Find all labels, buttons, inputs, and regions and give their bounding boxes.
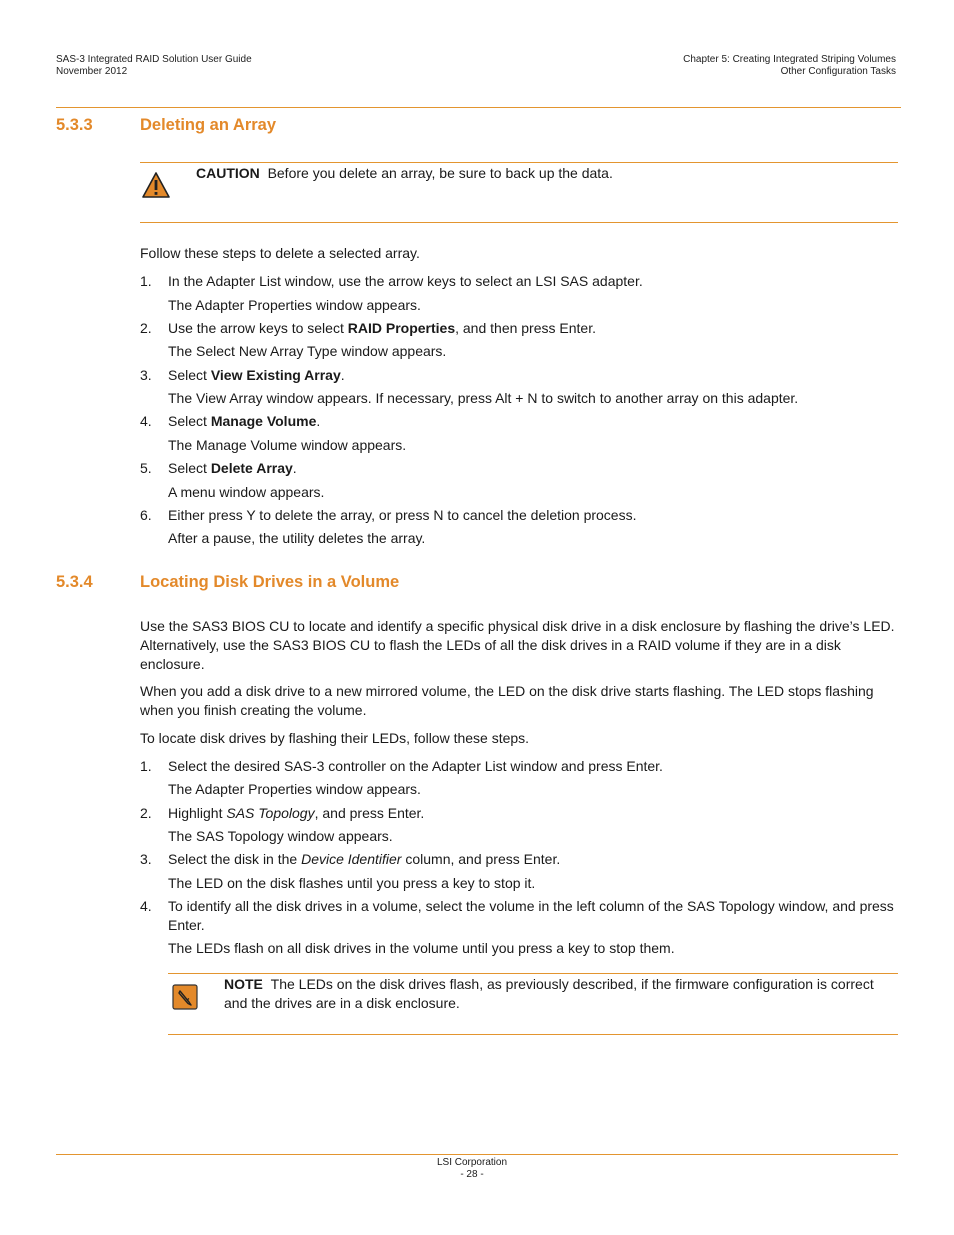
section-number: 5.3.3 [56, 116, 93, 134]
step-text [168, 319, 896, 338]
step-text-part: Use the arrow keys to select [168, 320, 348, 336]
doc-date: November 2012 [56, 66, 128, 77]
body-paragraph: To locate disk drives by flashing their LEDs, follow these steps. [140, 730, 530, 746]
ui-term: RAID Properties [347, 320, 456, 336]
step-text [168, 272, 896, 291]
section-heading: Deleting an Array [140, 116, 277, 134]
step-text [168, 506, 896, 525]
step-number: 1. [140, 758, 152, 774]
step-text-part: . [316, 413, 321, 429]
step-text [168, 897, 896, 935]
caution-text: Before you delete an array, be sure to back up the data. [267, 165, 613, 181]
note-label: NOTE [224, 976, 263, 992]
step-result: After a pause, the utility deletes the array. [168, 530, 426, 546]
caution-label: CAUTION [196, 165, 260, 181]
step-result: The LEDs flash on all disk drives in the volume until you press a key to stop them. [168, 940, 675, 956]
step-result: The LED on the disk flashes until you press a key to stop it. [168, 875, 536, 891]
step-text-part: column, and press Enter. [401, 851, 561, 867]
step-number: 2. [140, 805, 152, 821]
step-text-part: Select the desired SAS-3 controller on the Adapter List window and press Enter. [168, 758, 663, 774]
caution-warning-icon [141, 171, 171, 199]
step-text-part: Select the disk in the [168, 851, 302, 867]
step-text [168, 804, 896, 823]
note-message [224, 975, 896, 1013]
step-text [168, 757, 896, 776]
footer-page-number: - 28 - [460, 1169, 484, 1180]
step-result: A menu window appears. [168, 484, 325, 500]
step-number: 4. [140, 413, 152, 429]
body-paragraph: When you add a disk drive to a new mirrored volume, the LED on the disk drive starts flashing. The LED stops flashing when you finish creating the volume. [140, 683, 874, 718]
step-result: The Adapter Properties window appears. [168, 781, 421, 797]
section-number: 5.3.4 [56, 573, 93, 591]
step-number: 4. [140, 898, 152, 914]
step-text-part: . [340, 367, 345, 383]
step-text-part: Select [168, 460, 211, 476]
step-text-part: Highlight [168, 805, 227, 821]
running-header-right [683, 54, 896, 78]
running-header-left [56, 54, 252, 78]
step-text-part: Select [168, 413, 211, 429]
step-text-part: Either press Y to delete the array, or press N to cancel the deletion process. [168, 507, 637, 523]
step-result: The Select New Array Type window appears. [168, 343, 447, 359]
note-top-rule [168, 973, 898, 974]
step-result: The View Array window appears. If necessary, press Alt + N to switch to another array on this adapter. [168, 390, 799, 406]
step-number: 5. [140, 460, 152, 476]
note-pencil-icon [172, 984, 198, 1010]
step-result: The SAS Topology window appears. [168, 828, 393, 844]
ui-term: Manage Volume [210, 413, 317, 429]
section-title: Other Configuration Tasks [780, 66, 896, 77]
header-rule [56, 107, 901, 108]
step-text-part: . [292, 460, 297, 476]
caution-bottom-rule [140, 222, 898, 223]
body-paragraph: Use the SAS3 BIOS CU to locate and identify a specific physical disk drive in a disk enclosure by flashing the drive’s LED. Alternatively, use the SAS3 BIOS CU to flash the LEDs of all the disk drives in a RAID volume if they are in a disk enclosure. [140, 618, 895, 672]
intro-paragraph: Follow these steps to delete a selected array. [140, 245, 420, 261]
step-text-part: Select [168, 367, 211, 383]
step-text-part: To identify all the disk drives in a volume, select the volume in the left column of the SAS Topology window, and press Enter. [168, 898, 894, 933]
ui-term: Delete Array [210, 460, 293, 476]
step-result: The Manage Volume window appears. [168, 437, 407, 453]
step-text [168, 459, 896, 478]
ui-term: Device Identifier [301, 851, 402, 867]
step-text-part: , and then press Enter. [455, 320, 596, 336]
step-number: 3. [140, 367, 152, 383]
footer-company: LSI Corporation [436, 1157, 508, 1168]
note-text: The LEDs on the disk drives flash, as previously described, if the firmware configuration is correct and the drives are in a disk enclosure. [224, 976, 874, 1011]
note-bottom-rule [168, 1034, 898, 1035]
step-text [168, 412, 896, 431]
doc-title: SAS-3 Integrated RAID Solution User Guide [56, 54, 252, 65]
step-text-part: , and press Enter. [314, 805, 425, 821]
ui-term: SAS Topology [226, 805, 315, 821]
step-result: The Adapter Properties window appears. [168, 297, 421, 313]
ui-term: View Existing Array [210, 367, 341, 383]
step-text [168, 366, 896, 385]
step-number: 2. [140, 320, 152, 336]
step-text [168, 850, 896, 869]
step-number: 3. [140, 851, 152, 867]
chapter-title: Chapter 5: Creating Integrated Striping Volumes [683, 54, 896, 65]
section-heading: Locating Disk Drives in a Volume [140, 573, 400, 591]
caution-top-rule [140, 162, 898, 163]
step-text-part: In the Adapter List window, use the arrow keys to select an LSI SAS adapter. [168, 273, 643, 289]
step-number: 6. [140, 507, 152, 523]
footer-rule [56, 1154, 898, 1155]
caution-message [196, 164, 896, 183]
step-number: 1. [140, 273, 152, 289]
